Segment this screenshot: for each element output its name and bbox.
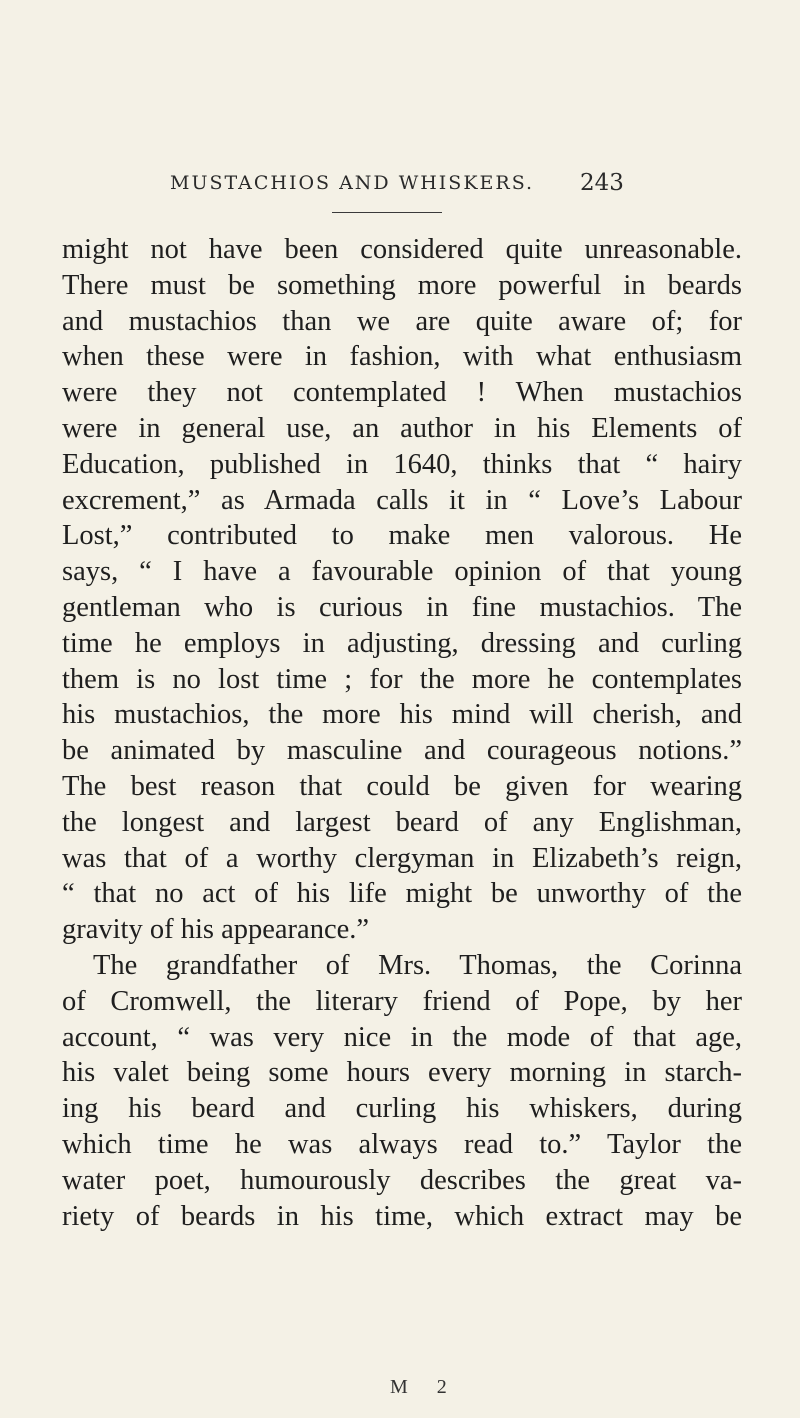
text-line: says, “ I have a favourable opinion of that young (62, 556, 742, 588)
text-line: his mustachios, the more his mind will cherish, and (62, 699, 742, 731)
text-line: and mustachios than we are quite aware of; for (62, 305, 742, 337)
text-line: of Cromwell, the literary friend of Pope, by her (62, 985, 742, 1017)
signature-mark: M 2 (390, 1376, 459, 1398)
text-line: Education, published in 1640, thinks that “ hairy (62, 448, 742, 480)
text-line: The grandfather of Mrs. Thomas, the Corinna (93, 949, 742, 981)
text-line: gentleman who is curious in fine mustachios. The (62, 591, 742, 623)
text-line: be animated by masculine and courageous notions.” (62, 735, 742, 767)
text-line: might not have been considered quite unreasonable. (62, 234, 742, 265)
text-line: There must be something more powerful in beards (62, 269, 742, 301)
text-line: Lost,” contributed to make men valorous. He (62, 520, 742, 552)
text-line: ing his beard and curling his whiskers, during (62, 1093, 742, 1125)
text-line: “ that no act of his life might be unworthy of the (62, 878, 742, 910)
running-title: MUSTACHIOS AND WHISKERS. (170, 172, 535, 194)
page-number: 243 (580, 170, 624, 196)
text-line: The best reason that could be given for wearing (62, 770, 742, 802)
text-line: excrement,” as Armada calls it in “ Love’s Labour (62, 484, 742, 516)
text-line: them is no lost time ; for the more he contemplates (62, 663, 742, 695)
text-line: when these were in fashion, with what enthusiasm (62, 341, 742, 373)
text-line: were they not contemplated ! When mustachios (62, 377, 742, 409)
text-line: was that of a worthy clergyman in Elizabeth’s reign, (62, 842, 742, 874)
text-line: time he employs in adjusting, dressing and curling (62, 627, 742, 659)
text-line: were in general use, an author in his Elements of (62, 412, 742, 444)
text-line: his valet being some hours every morning in starch- (62, 1057, 742, 1089)
text-line: which time he was always read to.” Taylor the (62, 1128, 742, 1160)
header-rule (332, 212, 442, 213)
text-line: gravity of his appearance.” (62, 914, 370, 946)
body-text (62, 232, 742, 1234)
text-line: water poet, humourously describes the great va- (62, 1164, 742, 1196)
text-line: riety of beards in his time, which extract may be (62, 1200, 742, 1232)
text-line: the longest and largest beard of any Englishman, (62, 806, 742, 838)
running-head (0, 172, 800, 204)
text-line: account, “ was very nice in the mode of that age, (62, 1021, 742, 1053)
